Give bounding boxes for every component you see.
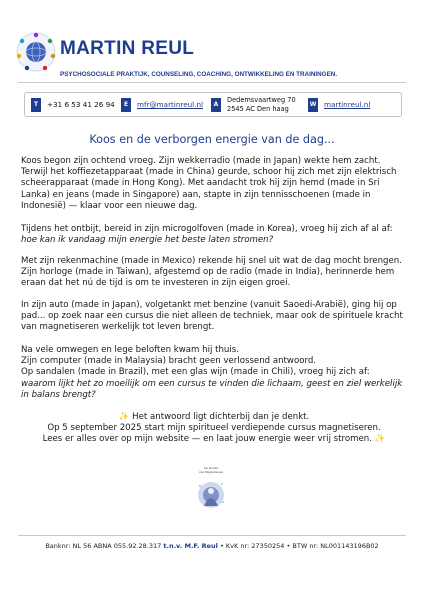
- address-line2: 2545 AC Den haag: [227, 104, 289, 113]
- contact-address: [205, 93, 302, 116]
- paragraph-5-question: waarom lijkt het zo moeilijk om een cursus te vinden die lichaam, geest en ziel werkelijk in balans brengt?: [21, 378, 403, 400]
- contact-bar: [24, 92, 402, 117]
- paragraph-3-text: Met zijn rekenmachine (made in Mexico) rekende hij snel uit wat de dag mocht brengen. Zijn horloge (made in Taiwan), afgestemd op de radio (made in India), herinnerde hem eraan dat het nú de tijd is om te investeren in zijn eigen groei.: [21, 256, 402, 289]
- paragraph-2-text: Tijdens het ontbijt, bereid in zijn microgolfoven (made in Korea), vroeg hij zich af al af:: [21, 224, 393, 234]
- paragraph-5: [21, 345, 407, 401]
- paragraph-3: [21, 256, 407, 290]
- divider-top: [18, 82, 406, 83]
- closing-line3: Lees er alles over op mijn website — en laat jouw energie weer vrij stromen.: [42, 434, 372, 445]
- letter-title: Koos en de verborgen energie van de dag...: [89, 133, 335, 146]
- sparkle-icon: ✨: [374, 434, 386, 445]
- paragraph-2-question: hoe kan ik vandaag mijn energie het beste laten stromen?: [21, 235, 274, 246]
- book-title-line2: van Magnetiseren: [198, 470, 224, 474]
- email-tag: E: [121, 98, 131, 112]
- divider-bottom: [18, 535, 406, 536]
- address-value: [227, 96, 296, 113]
- paragraph-5-line3: Op sandalen (made in Brazil), met een glas wijn (made in Chili), vroeg hij zich af:: [21, 367, 370, 378]
- contact-phone: [25, 93, 115, 116]
- footer-sep: •: [286, 542, 291, 550]
- web-link[interactable]: martinreul.nl: [324, 100, 371, 109]
- closing-line2: Op 5 september 2025 start mijn spiritueel verdiepende cursus magnetiseren.: [47, 423, 381, 434]
- paragraph-5-line1: Na vele omwegen en lege beloften kwam hij thuis.: [21, 345, 239, 355]
- paragraph-1-text: Koos begon zijn ochtend vroeg. Zijn wekkerradio (made in Japan) wekte hem zacht. Terwijl het koffiezetapparaat (made in China) geurde, schoor hij zich met zijn elektrisch scheerapparaat (made in Hong Kong). Met aandacht trok hij zijn hemd (made in Sri Lanka) en jeans (made in Singapore) aan, stapte in zijn tennisschoenen (made in Indonesië) — klaar voor een nieuwe dag.: [21, 156, 397, 211]
- paragraph-4-text: In zijn auto (made in Japan), volgetankt met benzine (vanuit Saoedi-Arabië), ging hij op pad... op zoek naar een cursus die niet alleen de techniek, maar ook de spirituele kracht van magnetiseren werkelijk tot leven brengt.: [21, 300, 403, 333]
- phone-value: +31 6 53 41 26 94: [47, 100, 115, 109]
- closing-line1: Het antwoord ligt dichterbij dan je denkt.: [132, 412, 310, 422]
- contact-email: [115, 93, 205, 116]
- footer: [0, 542, 424, 550]
- paragraph-4: [21, 300, 407, 334]
- sparkle-icon: ✨: [118, 412, 130, 422]
- brand-name: MARTIN REUL: [60, 38, 195, 59]
- address-line1: Dedemsvaartweg 70: [227, 96, 296, 104]
- phone-tag: T: [31, 98, 41, 112]
- email-link[interactable]: mfr@martinreul.nl: [137, 100, 204, 109]
- paragraph-1: [21, 156, 407, 212]
- footer-tnv: t.n.v. M.F. Reul: [163, 542, 218, 550]
- contact-web: [302, 93, 392, 116]
- closing-block: [21, 412, 407, 446]
- paragraph-5-line2: Zijn computer (made in Malaysia) bracht geen verlossend antwoord.: [21, 356, 317, 367]
- address-tag: A: [211, 98, 221, 112]
- paragraph-2: [21, 224, 407, 246]
- book-cover-image: [190, 462, 232, 520]
- footer-bank: Banknr: NL 56 ABNA 055.92.28.317: [45, 542, 162, 550]
- logo-globe-icon: [14, 30, 58, 74]
- web-tag: W: [308, 98, 318, 112]
- footer-sep: •: [220, 542, 224, 550]
- brand-subtitle: PSYCHOSOCIALE PRAKTIJK, COUNSELING, COACHING, ONTWIKKELING EN TRAININGEN.: [60, 71, 338, 78]
- footer-btw: BTW nr: NL001143196B02: [292, 542, 379, 550]
- footer-kvk: KvK nr: 27350254: [225, 542, 285, 550]
- book-title-line1: De Kracht: [203, 466, 219, 470]
